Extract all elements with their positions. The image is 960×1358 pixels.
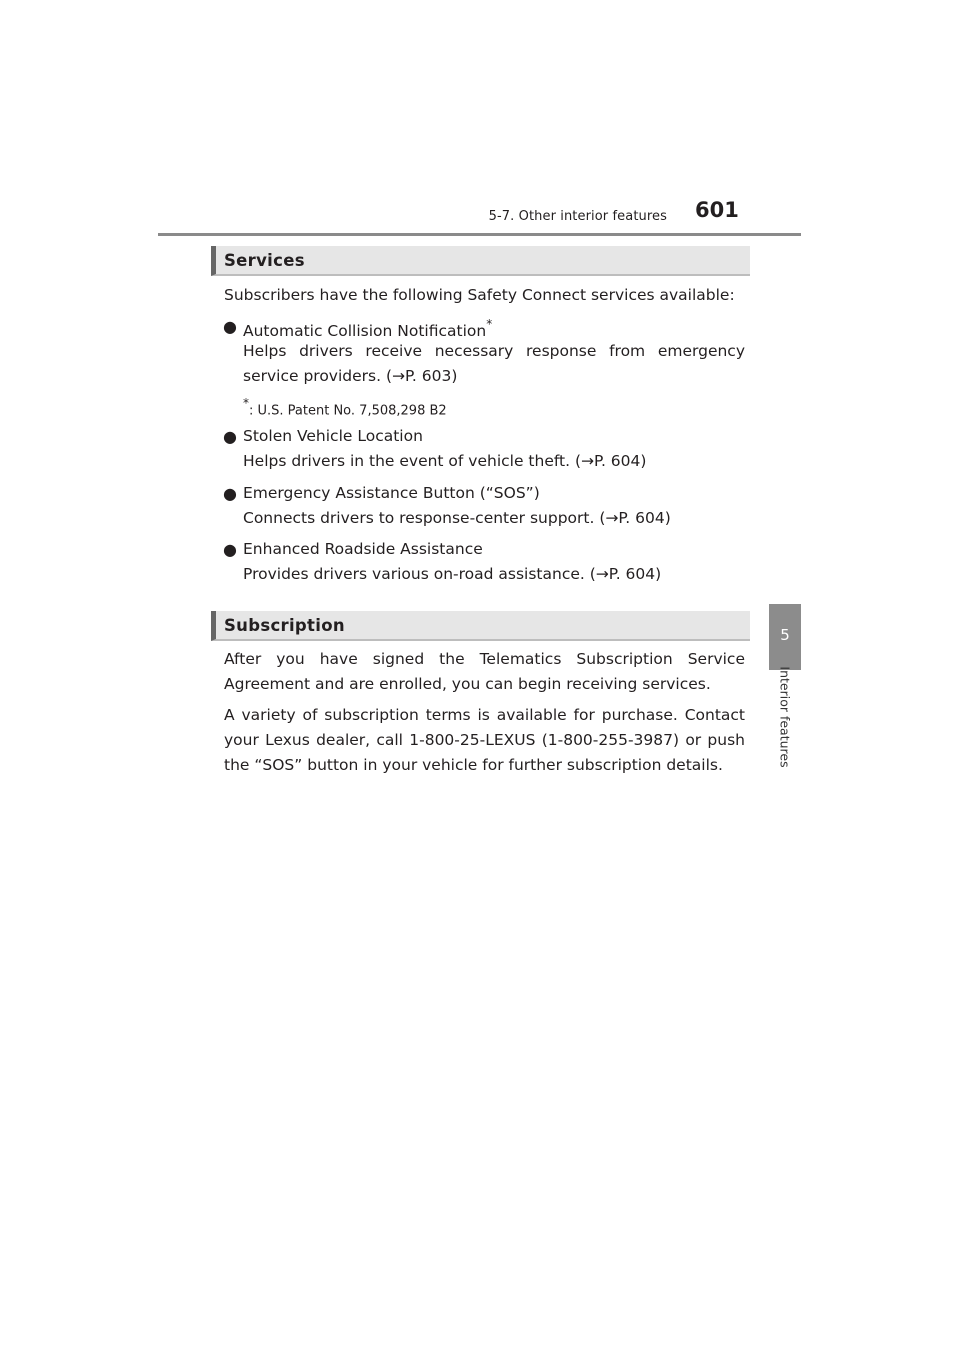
service-item-title: Enhanced Roadside Assistance xyxy=(243,540,483,558)
subscription-heading-bar xyxy=(211,611,750,641)
footnote-text: : U.S. Patent No. 7,508,298 B2 xyxy=(249,403,447,419)
chapter-tab-number: 5 xyxy=(780,626,790,644)
service-item-description: Helps drivers receive necessary response from emergency service providers. (→P. 603) xyxy=(243,342,745,385)
footnote-asterisk: * xyxy=(243,396,249,410)
bullet-icon: ● xyxy=(223,540,237,559)
bullet-icon: ● xyxy=(223,317,237,336)
services-intro: Subscribers have the following Safety Connect services available: xyxy=(224,286,735,304)
service-item-description: Helps drivers in the event of vehicle theft. (→P. 604) xyxy=(243,452,647,470)
header-divider xyxy=(158,233,801,236)
chapter-tab xyxy=(769,604,801,670)
subscription-paragraph: After you have signed the Telematics Subscription Service Agreement and are enrolled, you can begin receiving services. xyxy=(224,650,745,693)
service-title-text: Automatic Collision Notification xyxy=(243,322,487,341)
service-item-description: Connects drivers to response-center support. (→P. 604) xyxy=(243,509,671,527)
footnote-asterisk: * xyxy=(486,317,493,331)
page-number: 601 xyxy=(695,198,739,222)
service-item-title: Emergency Assistance Button (“SOS”) xyxy=(243,484,540,502)
services-heading: Services xyxy=(224,251,305,270)
chapter-side-label: Interior features xyxy=(777,666,793,768)
subscription-paragraph: A variety of subscription terms is available for purchase. Contact your Lexus dealer, call 1-800-25-LEXUS (1-800-255-3987) or push the “SOS” button in your vehicle for further subscription details. xyxy=(224,706,745,774)
services-heading-bar xyxy=(211,246,750,276)
service-item-title: Stolen Vehicle Location xyxy=(243,427,423,445)
footnote xyxy=(243,395,447,421)
chapter-header: 5-7. Other interior features xyxy=(488,209,667,224)
bullet-icon: ● xyxy=(223,484,237,503)
subscription-heading: Subscription xyxy=(224,616,345,635)
bullet-icon: ● xyxy=(223,427,237,446)
service-item-description: Provides drivers various on-road assistance. (→P. 604) xyxy=(243,565,662,583)
